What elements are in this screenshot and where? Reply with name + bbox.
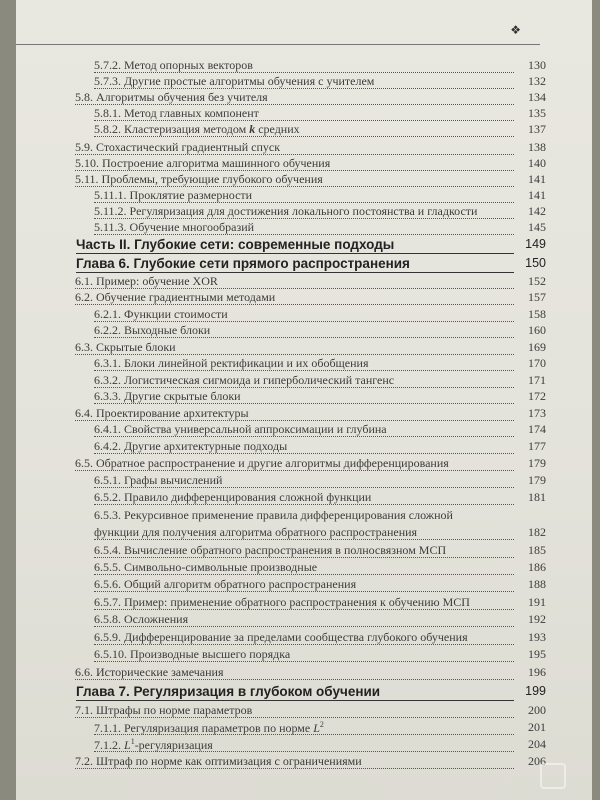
toc-leader-line <box>94 204 514 219</box>
toc-leader-line <box>94 307 514 322</box>
toc-entry <box>94 525 546 543</box>
toc-entry-label: 5.11.3. Обучение многообразий <box>94 220 255 234</box>
toc-page-number: 134 <box>528 90 546 104</box>
toc-entry-label: 7.1.1. Регуляризация параметров по норме $L^2$ <box>94 720 324 735</box>
toc-leader-line <box>76 237 514 254</box>
toc-page-number: 193 <box>528 630 546 644</box>
toc-leader-line <box>94 58 514 73</box>
math-symbol: L <box>124 738 131 752</box>
toc-leader-line <box>94 439 514 454</box>
toc-leader-line <box>94 577 514 592</box>
toc-leader-line <box>94 647 514 662</box>
toc-leader-line <box>75 290 514 305</box>
toc-entry-label: 6.5.3. Рекурсивное применение правила дифференцирования сложной <box>94 508 453 522</box>
toc-leader-line <box>94 220 514 235</box>
watermark-logo-icon <box>540 763 566 789</box>
toc-entry-label: 6.4.1. Свойства универсальной аппроксимации и глубина <box>94 422 387 436</box>
toc-entry-label: 6.3. Скрытые блоки <box>75 340 176 354</box>
toc-page-number: 182 <box>528 525 546 539</box>
toc-entry-label: Глава 6. Глубокие сети прямого распространения <box>76 256 410 271</box>
toc-page-number: 173 <box>528 406 546 420</box>
toc-page-number: 130 <box>528 58 546 72</box>
toc-entry-label: 5.11.1. Проклятие размерности <box>94 188 253 202</box>
toc-leader-line <box>75 406 514 421</box>
toc-entry-label: 6.2.2. Выходные блоки <box>94 323 211 337</box>
toc-leader-line <box>75 754 514 769</box>
toc-page-number: 195 <box>528 647 546 661</box>
toc-part-heading <box>76 684 546 702</box>
toc-entry-label: 5.11.2. Регуляризация для достижения локального постоянства и гладкости <box>94 204 478 218</box>
toc-entry-label: 6.4.2. Другие архитектурные подходы <box>94 439 288 453</box>
toc-leader-line <box>75 90 514 105</box>
toc-leader-line <box>94 595 514 610</box>
toc-page-number: 137 <box>528 122 546 136</box>
toc-page-number: 135 <box>528 106 546 120</box>
toc-entry-label: 5.7.2. Метод опорных векторов <box>94 58 253 72</box>
toc-entry <box>94 122 546 140</box>
toc-leader-line <box>94 630 514 645</box>
toc-leader-line <box>75 274 514 289</box>
toc-entry <box>94 577 546 595</box>
toc-entry-label: 7.1.2. $L^1$-регуляризация <box>94 737 213 752</box>
toc-page-number: 140 <box>528 156 546 170</box>
toc-entry <box>94 439 546 457</box>
toc-entry <box>94 612 546 630</box>
toc-entry-label: 6.3.2. Логистическая сигмоида и гиперболический тангенс <box>94 373 395 387</box>
watermark <box>540 763 570 792</box>
toc-leader-line <box>76 256 514 273</box>
toc-page-number: 191 <box>528 595 546 609</box>
toc-entry-label: 6.5.7. Пример: применение обратного распространения к обучению МСП <box>94 595 470 609</box>
toc-entry-label: Глава 7. Регуляризация в глубоком обучении <box>76 684 381 699</box>
toc-leader-line <box>94 543 514 558</box>
math-symbol: k <box>249 122 256 136</box>
toc-leader-line <box>94 188 514 203</box>
toc-entry <box>94 220 546 238</box>
toc-entry-label: 6.5.2. Правило дифференцирования сложной функции <box>94 490 372 504</box>
toc-entry-label: 6.6. Исторические замечания <box>75 665 224 679</box>
toc-entry-label: 6.5.4. Вычисление обратного распространения в полносвязном МСП <box>94 543 447 557</box>
toc-leader-line <box>75 456 514 471</box>
toc-page-number: 142 <box>528 204 546 218</box>
toc-entry-label: 6.4. Проектирование архитектуры <box>75 406 249 420</box>
toc-page-number: 141 <box>528 172 546 186</box>
toc-entry-label: 6.3.3. Другие скрытые блоки <box>94 389 241 403</box>
toc-entry <box>94 737 546 755</box>
toc-page-number: 181 <box>528 490 546 504</box>
toc-entry-label: 6.5.6. Общий алгоритм обратного распространения <box>94 577 357 591</box>
toc-leader-line <box>75 140 514 155</box>
toc-leader-line <box>75 172 514 187</box>
toc-page-number: 157 <box>528 290 546 304</box>
toc-leader-line <box>94 525 514 540</box>
toc-page-number: 171 <box>528 373 546 387</box>
diamond-bullet-icon: ❖ <box>510 23 521 37</box>
toc-entry-label: 5.8.1. Метод главных компонент <box>94 106 259 120</box>
toc-entry <box>75 754 546 772</box>
toc-leader-line <box>94 720 514 735</box>
toc-leader-line <box>94 737 514 752</box>
toc-entry-label: 6.5.10. Производные высшего порядка <box>94 647 291 661</box>
toc-entry <box>94 323 546 341</box>
toc-entry-label: функции для получения алгоритма обратного распространения <box>94 525 418 539</box>
toc-page-number: 169 <box>528 340 546 354</box>
toc-leader-line <box>94 323 514 338</box>
toc-page-number: 149 <box>525 237 546 251</box>
toc-leader-line <box>94 74 514 89</box>
math-symbol: L <box>313 721 320 735</box>
toc-entry <box>94 595 546 613</box>
toc-entry <box>75 703 546 721</box>
toc-entry <box>94 356 546 374</box>
toc-page-number: 132 <box>528 74 546 88</box>
toc-page-number: 179 <box>528 456 546 470</box>
toc-entry <box>94 508 546 526</box>
toc-entry <box>75 290 546 308</box>
toc-entry-label: 7.2. Штраф по норме как оптимизация с ограничениями <box>75 754 362 768</box>
toc-entry <box>94 543 546 561</box>
toc-entry <box>94 560 546 578</box>
toc-entry-label: 6.1. Пример: обучение XOR <box>75 274 218 288</box>
toc-entry-label: 5.7.3. Другие простые алгоритмы обучения с учителем <box>94 74 375 88</box>
toc-leader-line <box>94 373 514 388</box>
toc-entry-label: 6.2.1. Функции стоимости <box>94 307 228 321</box>
toc-entry <box>94 422 546 440</box>
toc-page-number: 179 <box>528 473 546 487</box>
toc-page-number: 160 <box>528 323 546 337</box>
toc-entry-label: 6.2. Обучение градиентными методами <box>75 290 276 304</box>
toc-page-number: 196 <box>528 665 546 679</box>
toc-entry-label: 6.5.1. Графы вычислений <box>94 473 223 487</box>
toc-page-number: 206 <box>528 754 546 768</box>
toc-page-number: 177 <box>528 439 546 453</box>
toc-entry-label: 5.9. Стохастический градиентный спуск <box>75 140 281 154</box>
toc-entry-label: 6.5.9. Дифференцирование за пределами сообщества глубокого обучения <box>94 630 468 644</box>
toc-leader-line <box>94 422 514 437</box>
toc-leader-line <box>94 106 514 121</box>
toc-page-number: 172 <box>528 389 546 403</box>
toc-leader-line <box>75 665 514 680</box>
toc-entry <box>94 647 546 665</box>
toc-entry-label: 6.3.1. Блоки линейной ректификации и их обобщения <box>94 356 369 370</box>
toc-leader-line <box>94 122 514 137</box>
toc-entry <box>94 720 546 738</box>
toc-entry <box>94 630 546 648</box>
toc-entry-label: 5.8. Алгоритмы обучения без учителя <box>75 90 268 104</box>
toc-entry-label: 6.5.8. Осложнения <box>94 612 189 626</box>
table-of-contents <box>16 0 592 800</box>
toc-page-number: 138 <box>528 140 546 154</box>
toc-page-number: 188 <box>528 577 546 591</box>
toc-leader-line <box>94 356 514 371</box>
math-superscript: 1 <box>130 737 135 746</box>
toc-page-number: 199 <box>525 684 546 698</box>
toc-page-number: 174 <box>528 422 546 436</box>
toc-entry-label: Часть II. Глубокие сети: современные подходы <box>76 237 395 252</box>
toc-entry <box>94 389 546 407</box>
toc-entry-label: 5.11. Проблемы, требующие глубокого обучения <box>75 172 323 186</box>
toc-leader-line <box>94 612 514 627</box>
toc-entry-label: 6.5.5. Символьно-символьные производные <box>94 560 318 574</box>
math-superscript: 2 <box>319 720 324 729</box>
toc-page-number: 186 <box>528 560 546 574</box>
toc-leader-line <box>94 490 514 505</box>
toc-page-number: 185 <box>528 543 546 557</box>
toc-entry <box>94 490 546 508</box>
toc-page-number: 152 <box>528 274 546 288</box>
toc-page-number: 158 <box>528 307 546 321</box>
toc-page-number: 141 <box>528 188 546 202</box>
toc-leader-line <box>75 156 514 171</box>
toc-page-number: 204 <box>528 737 546 751</box>
toc-part-heading <box>76 256 546 274</box>
toc-leader-line <box>76 684 514 701</box>
toc-entry-label: 5.10. Построение алгоритма машинного обучения <box>75 156 331 170</box>
toc-page-number: 200 <box>528 703 546 717</box>
toc-entry <box>75 456 546 474</box>
toc-leader-line <box>75 703 514 718</box>
toc-leader-line <box>75 340 514 355</box>
toc-leader-line <box>94 560 514 575</box>
toc-page-number: 192 <box>528 612 546 626</box>
toc-entry-label: 5.8.2. Кластеризация методом k средних <box>94 122 300 136</box>
toc-page-number: 170 <box>528 356 546 370</box>
toc-entry <box>94 473 546 491</box>
toc-page-number: 150 <box>525 256 546 270</box>
toc-part-heading <box>76 237 546 255</box>
toc-leader-line <box>94 389 514 404</box>
toc-leader-line <box>94 473 514 488</box>
toc-page-number: 201 <box>528 720 546 734</box>
toc-page-number: 145 <box>528 220 546 234</box>
book-page <box>16 0 592 800</box>
toc-entry-label: 7.1. Штрафы по норме параметров <box>75 703 253 717</box>
toc-entry-label: 6.5. Обратное распространение и другие алгоритмы дифференцирования <box>75 456 449 470</box>
toc-entry <box>75 665 546 683</box>
